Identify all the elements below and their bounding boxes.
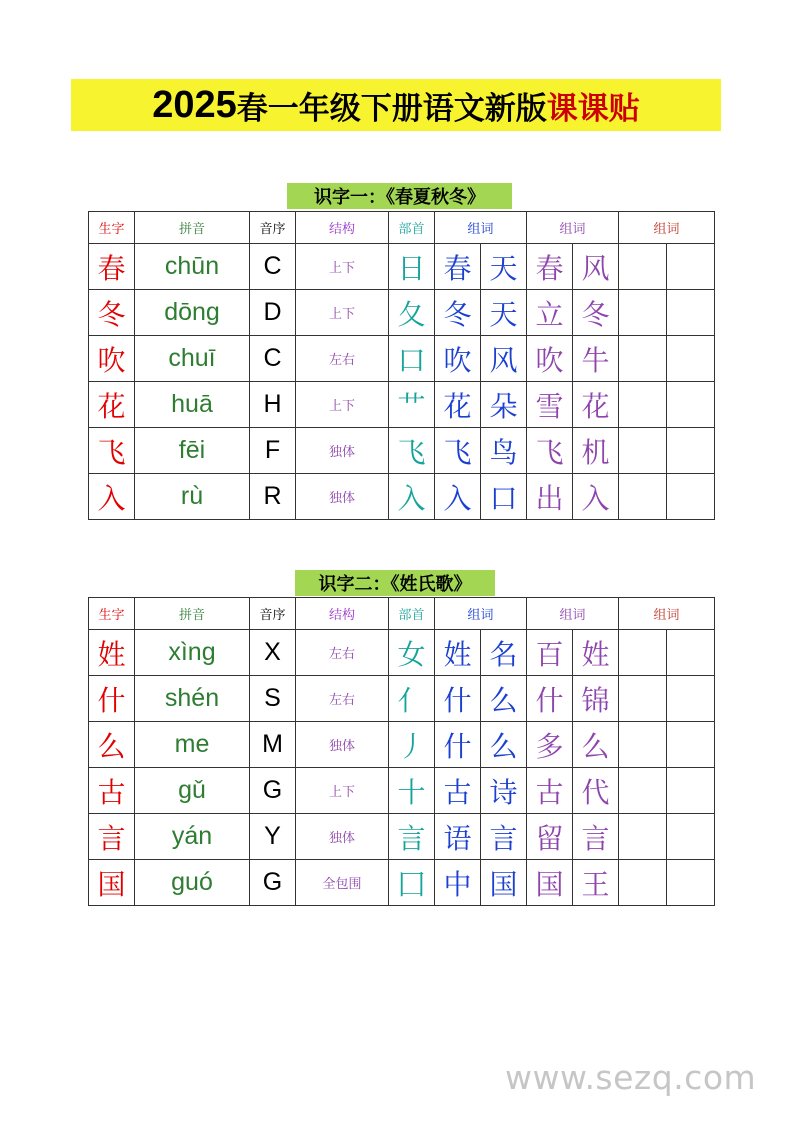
table-cell-jiegou: 左右 xyxy=(296,630,389,676)
table-cell-word: 花 xyxy=(435,382,481,428)
table-cell-zi: 春 xyxy=(89,244,135,290)
table-cell-bushou: 丿 xyxy=(389,722,435,768)
table-cell-empty xyxy=(619,474,667,520)
table-cell-jiegou: 独体 xyxy=(296,814,389,860)
table-cell-word: 鸟 xyxy=(481,428,527,474)
table-cell-yinxu: M xyxy=(250,722,296,768)
header-bushou: 部首 xyxy=(389,212,435,244)
table-cell-yinxu: H xyxy=(250,382,296,428)
header-bushou: 部首 xyxy=(389,598,435,630)
title-year: 2025 xyxy=(152,83,237,126)
table-row xyxy=(89,630,715,676)
table-cell-pinyin: fēi xyxy=(135,428,250,474)
header-yinxu: 音序 xyxy=(250,598,296,630)
table-cell-word: 飞 xyxy=(435,428,481,474)
table-cell-word: 言 xyxy=(573,814,619,860)
table-cell-word: 牛 xyxy=(573,336,619,382)
table-cell-word: 锦 xyxy=(573,676,619,722)
table-cell-yinxu: S xyxy=(250,676,296,722)
table-cell-bushou: 十 xyxy=(389,768,435,814)
table-cell-empty xyxy=(619,676,667,722)
table-cell-zi: 姓 xyxy=(89,630,135,676)
header-pinyin: 拼音 xyxy=(135,598,250,630)
table-row xyxy=(89,474,715,520)
table-cell-yinxu: Y xyxy=(250,814,296,860)
table-cell-bushou: 女 xyxy=(389,630,435,676)
table-row xyxy=(89,860,715,906)
header-zi: 生字 xyxy=(89,212,135,244)
table-cell-jiegou: 独体 xyxy=(296,474,389,520)
table-cell-bushou: 入 xyxy=(389,474,435,520)
table-cell-zi: 冬 xyxy=(89,290,135,336)
table-cell-empty xyxy=(619,860,667,906)
table-cell-word: 入 xyxy=(573,474,619,520)
header-zuci: 组词 xyxy=(435,212,527,244)
table-cell-word: 么 xyxy=(481,676,527,722)
table-cell-word: 什 xyxy=(435,676,481,722)
table-cell-bushou: 夂 xyxy=(389,290,435,336)
table-cell-zi: 花 xyxy=(89,382,135,428)
header-zi: 生字 xyxy=(89,598,135,630)
table-cell-empty xyxy=(619,768,667,814)
table-cell-bushou: 亻 xyxy=(389,676,435,722)
table-cell-empty xyxy=(667,814,715,860)
page-title xyxy=(71,79,721,131)
header-zuci: 组词 xyxy=(619,598,715,630)
table-cell-zi: 言 xyxy=(89,814,135,860)
table-cell-word: 古 xyxy=(527,768,573,814)
table-cell-empty xyxy=(667,630,715,676)
table-cell-word: 留 xyxy=(527,814,573,860)
table-row xyxy=(89,814,715,860)
table-cell-word: 语 xyxy=(435,814,481,860)
table-row xyxy=(89,244,715,290)
table-cell-word: 国 xyxy=(481,860,527,906)
header-zuci: 组词 xyxy=(435,598,527,630)
table-cell-word: 春 xyxy=(435,244,481,290)
table-cell-word: 冬 xyxy=(573,290,619,336)
table-cell-pinyin: rù xyxy=(135,474,250,520)
table-cell-word: 吹 xyxy=(527,336,573,382)
table-cell-zi: 入 xyxy=(89,474,135,520)
table-cell-word: 天 xyxy=(481,244,527,290)
table-cell-zi: 么 xyxy=(89,722,135,768)
table-row xyxy=(89,676,715,722)
table-cell-jiegou: 独体 xyxy=(296,428,389,474)
table-header-row xyxy=(89,212,715,244)
table-cell-pinyin: shén xyxy=(135,676,250,722)
table-cell-word: 机 xyxy=(573,428,619,474)
table-cell-pinyin: huā xyxy=(135,382,250,428)
table-cell-word: 王 xyxy=(573,860,619,906)
table-cell-jiegou: 左右 xyxy=(296,676,389,722)
table-cell-zi: 古 xyxy=(89,768,135,814)
table-cell-word: 诗 xyxy=(481,768,527,814)
table-row xyxy=(89,336,715,382)
table-cell-jiegou: 上下 xyxy=(296,768,389,814)
table-cell-pinyin: me xyxy=(135,722,250,768)
table-cell-empty xyxy=(619,722,667,768)
table-cell-empty xyxy=(667,722,715,768)
table-cell-empty xyxy=(667,428,715,474)
table-cell-zi: 国 xyxy=(89,860,135,906)
table-cell-empty xyxy=(667,474,715,520)
table-header-row xyxy=(89,598,715,630)
table-cell-zi: 吹 xyxy=(89,336,135,382)
table-cell-word: 么 xyxy=(481,722,527,768)
table-cell-empty xyxy=(619,428,667,474)
table-cell-empty xyxy=(619,336,667,382)
table-cell-bushou: 艹 xyxy=(389,382,435,428)
table-cell-word: 天 xyxy=(481,290,527,336)
table-cell-empty xyxy=(667,290,715,336)
table-cell-empty xyxy=(667,676,715,722)
table-cell-word: 风 xyxy=(481,336,527,382)
table-cell-pinyin: gǔ xyxy=(135,768,250,814)
table-cell-word: 入 xyxy=(435,474,481,520)
table-cell-empty xyxy=(619,630,667,676)
table-cell-pinyin: guó xyxy=(135,860,250,906)
lesson-title: 识字二：《姓氏歌》 xyxy=(295,570,495,596)
table-cell-empty xyxy=(619,290,667,336)
table-row xyxy=(89,290,715,336)
table-cell-bushou: 飞 xyxy=(389,428,435,474)
table-cell-yinxu: C xyxy=(250,336,296,382)
table-cell-jiegou: 上下 xyxy=(296,382,389,428)
table-cell-bushou: 言 xyxy=(389,814,435,860)
table-cell-pinyin: chūn xyxy=(135,244,250,290)
watermark: www.sezq.com xyxy=(505,1058,757,1097)
table-cell-empty xyxy=(619,814,667,860)
table-cell-bushou: 日 xyxy=(389,244,435,290)
table-cell-word: 名 xyxy=(481,630,527,676)
table-cell-word: 古 xyxy=(435,768,481,814)
table-cell-word: 冬 xyxy=(435,290,481,336)
table-cell-word: 什 xyxy=(527,676,573,722)
table-cell-word: 言 xyxy=(481,814,527,860)
table-cell-word: 代 xyxy=(573,768,619,814)
table-cell-word: 朵 xyxy=(481,382,527,428)
table-row xyxy=(89,768,715,814)
table-cell-yinxu: R xyxy=(250,474,296,520)
table-cell-jiegou: 左右 xyxy=(296,336,389,382)
table-cell-word: 姓 xyxy=(573,630,619,676)
table-cell-yinxu: X xyxy=(250,630,296,676)
table-row xyxy=(89,428,715,474)
table-cell-word: 中 xyxy=(435,860,481,906)
table-cell-bushou: 口 xyxy=(389,336,435,382)
table-cell-word: 口 xyxy=(481,474,527,520)
header-zuci: 组词 xyxy=(619,212,715,244)
table-cell-pinyin: dōng xyxy=(135,290,250,336)
title-accent: 课课贴 xyxy=(546,90,640,127)
table-cell-word: 什 xyxy=(435,722,481,768)
header-zuci: 组词 xyxy=(527,212,619,244)
table-cell-word: 春 xyxy=(527,244,573,290)
table-cell-jiegou: 上下 xyxy=(296,290,389,336)
table-cell-word: 百 xyxy=(527,630,573,676)
table-cell-pinyin: chuī xyxy=(135,336,250,382)
header-jiegou: 结构 xyxy=(296,212,389,244)
table-cell-yinxu: F xyxy=(250,428,296,474)
table-cell-word: 飞 xyxy=(527,428,573,474)
table-cell-word: 出 xyxy=(527,474,573,520)
table-cell-zi: 飞 xyxy=(89,428,135,474)
table-cell-pinyin: xìng xyxy=(135,630,250,676)
table-cell-empty xyxy=(667,768,715,814)
table-cell-yinxu: G xyxy=(250,768,296,814)
table-cell-jiegou: 全包围 xyxy=(296,860,389,906)
table-row xyxy=(89,382,715,428)
table-cell-word: 吹 xyxy=(435,336,481,382)
lesson-title: 识字一：《春夏秋冬》 xyxy=(287,183,512,209)
table-cell-word: 花 xyxy=(573,382,619,428)
table-cell-word: 立 xyxy=(527,290,573,336)
table-cell-yinxu: D xyxy=(250,290,296,336)
character-table xyxy=(88,211,715,520)
table-cell-word: 风 xyxy=(573,244,619,290)
table-cell-pinyin: yán xyxy=(135,814,250,860)
table-cell-empty xyxy=(667,336,715,382)
table-cell-word: 雪 xyxy=(527,382,573,428)
table-cell-word: 多 xyxy=(527,722,573,768)
table-cell-jiegou: 独体 xyxy=(296,722,389,768)
table-row xyxy=(89,722,715,768)
table-cell-word: 国 xyxy=(527,860,573,906)
table-cell-word: 么 xyxy=(573,722,619,768)
table-cell-empty xyxy=(667,860,715,906)
table-cell-word: 姓 xyxy=(435,630,481,676)
table-cell-zi: 什 xyxy=(89,676,135,722)
table-cell-jiegou: 上下 xyxy=(296,244,389,290)
table-cell-empty xyxy=(619,382,667,428)
table-cell-empty xyxy=(667,244,715,290)
header-zuci: 组词 xyxy=(527,598,619,630)
header-jiegou: 结构 xyxy=(296,598,389,630)
header-yinxu: 音序 xyxy=(250,212,296,244)
title-main: 春一年级下册语文新版 xyxy=(236,90,547,127)
table-cell-yinxu: C xyxy=(250,244,296,290)
table-cell-empty xyxy=(667,382,715,428)
table-cell-yinxu: G xyxy=(250,860,296,906)
table-cell-bushou: 囗 xyxy=(389,860,435,906)
table-cell-empty xyxy=(619,244,667,290)
header-pinyin: 拼音 xyxy=(135,212,250,244)
character-table xyxy=(88,597,715,906)
